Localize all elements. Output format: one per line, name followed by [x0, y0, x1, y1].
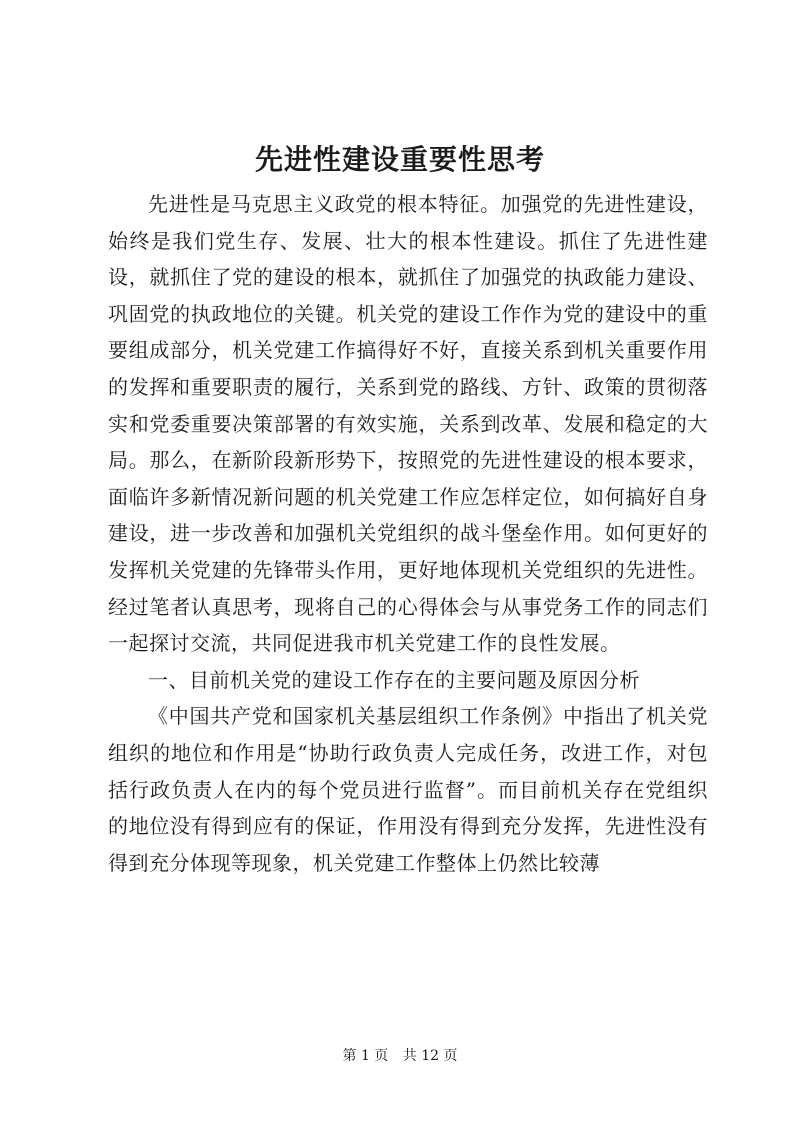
page-number: 第 1 页: [342, 1048, 389, 1064]
page-total: 共 12 页: [402, 1048, 458, 1064]
document-title: 先进性建设重要性思考: [254, 143, 545, 176]
paragraph-analysis: 《中国共产党和国家机关基层组织工作条例》中指出了机关党组织的地位和作用是“协助行政负责人完成任务，改进工作，对包括行政负责人在内的每个党员进行监督”。而目前机关存在党组织的地位没有得到应有的保证，作用没有得到充分发挥，先进性没有得到充分体现等现象，机关党建工作整体上仍然比较薄: [108, 704, 708, 875]
section-heading: 一、目前机关党的建设工作存在的主要问题及原因分析: [148, 667, 640, 692]
page-footer: [0, 1046, 800, 1066]
document-body: [108, 186, 708, 881]
paragraph-intro: 先进性是马克思主义政党的根本特征。加强党的先进性建设，始终是我们党生存、发展、壮大的根本性建设。抓住了先进性建设，就抓住了党的建设的根本，就抓住了加强党的执政能力建设、巩固党的执政地位的关键。机关党的建设工作作为党的建设中的重要组成部分，机关党建工作搞得好不好，直接关系到机关重要作用的发挥和重要职责的履行，关系到党的路线、方针、政策的贯彻落实和党委重要决策部署的有效实施，关系到改革、发展和稳定的大局。那么，在新阶段新形势下，按照党的先进性建设的根本要求，面临许多新情况新问题的机关党建工作应怎样定位，如何搞好自身建设，进一步改善和加强机关党组织的战斗堡垒作用。如何更好的发挥机关党建的先锋带头作用，更好地体现机关党组织的先进性。经过笔者认真思考，现将自己的心得体会与从事党务工作的同志们一起探讨交流，共同促进我市机关党建工作的良性发展。: [108, 192, 708, 656]
